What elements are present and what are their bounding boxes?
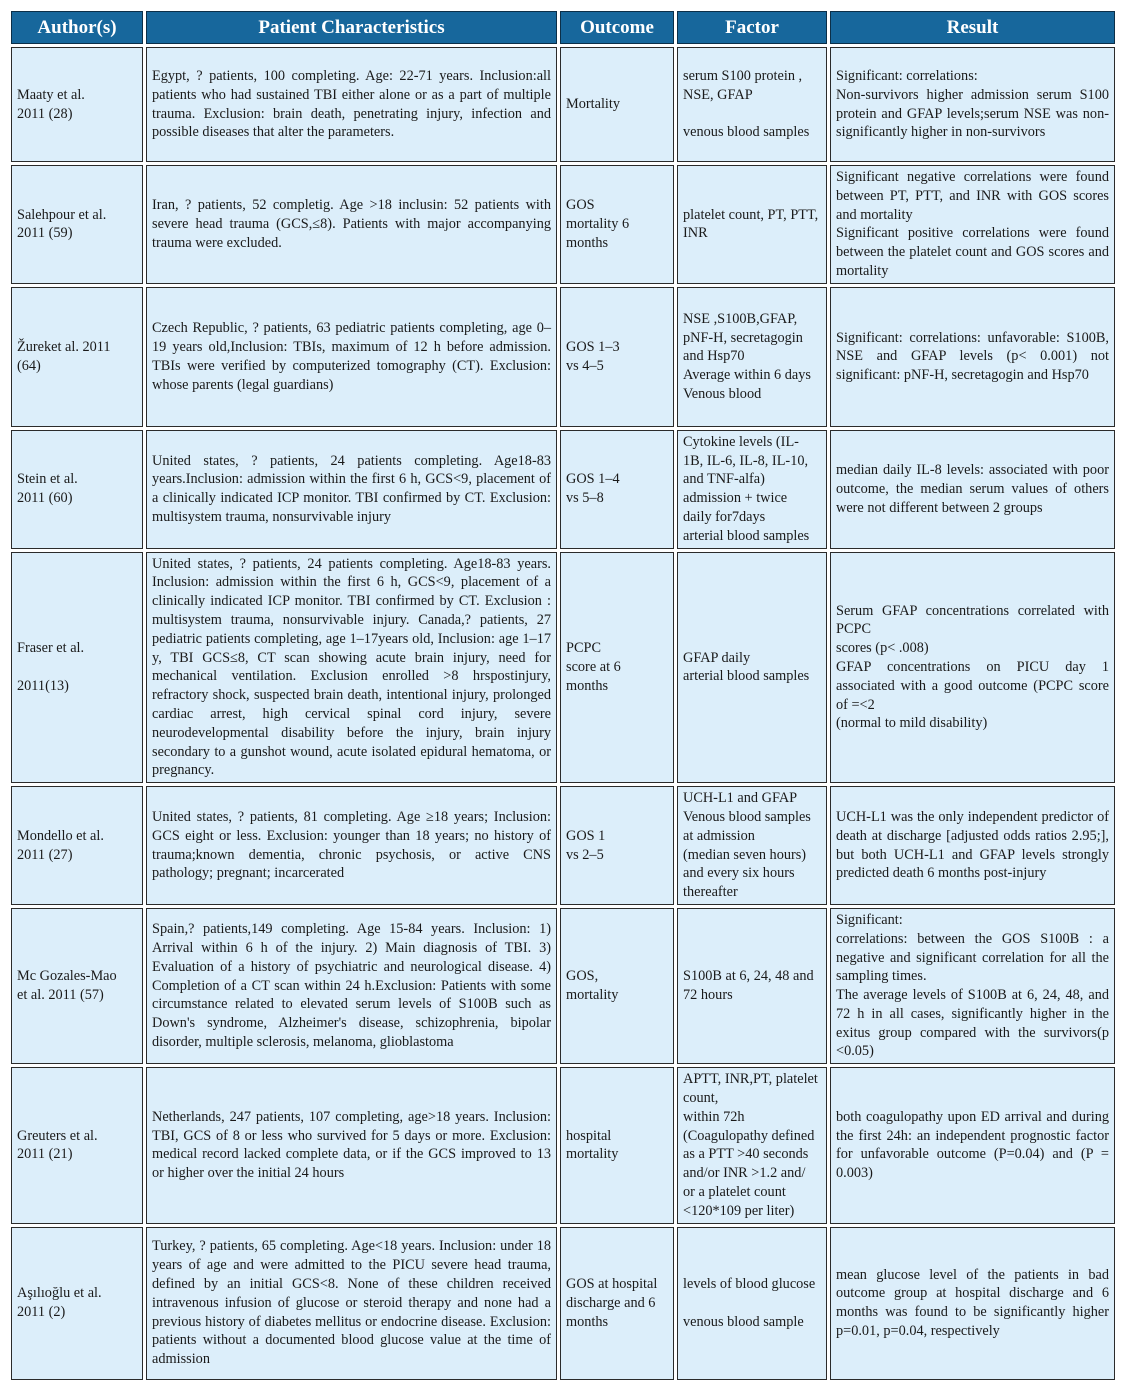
cell-line: and every six hours — [683, 865, 795, 882]
cell-author — [11, 430, 143, 549]
cell-text: Netherlands, 247 patients, 107 completing, age>18 years. Inclusion: TBI, GCS of 8 or less who survived for 5 days or more. Exclusion: medical record lacked complete data, or if the GCS improved to 13 or higher over the initial 24 hours — [152, 1108, 551, 1182]
cell-line: S100B at 6, 24, 48 and 72 hours — [683, 968, 814, 1004]
cell-outcome — [560, 47, 674, 162]
cell-text: Spain,? patients,149 completing. Age 15-84 years. Inclusion: 1) Arrival within 6 h of the injury. 2) Main diagnosis of TBI. 3) Evaluation of a history of psychiatric and neurological disease. 4) Completion of a CT scan within 24 h.Exclusion: Patients with some circumstance related to elevated serum levels of S100B such as Down's syndrome, Alzheimer's disease, schizophrenia, bipolar disorder, multiple sclerosis, melanoma, glioblastoma — [152, 921, 551, 1051]
cell-line: median daily IL-8 levels: associated with poor outcome, the median serum values of others were not different between 2 groups — [836, 461, 1109, 516]
cell-outcome — [560, 786, 674, 905]
cell-result — [830, 552, 1115, 784]
cell-line: months — [566, 1313, 609, 1330]
cell-line: vs 5–8 — [566, 490, 604, 507]
cell-line: mortality 6 — [566, 215, 630, 232]
cell-line: (normal to mild disability) — [836, 715, 988, 732]
cell-line: GOS 1–3 — [566, 338, 620, 355]
table-container — [8, 8, 1118, 1383]
cell-line: and/or INR >1.2 and/ — [683, 1165, 806, 1182]
cell-outcome — [560, 287, 674, 427]
table-row — [11, 430, 1115, 549]
cell-line: discharge and 6 — [566, 1294, 656, 1311]
header-patient-characteristics: Patient Characteristics — [146, 11, 557, 44]
cell-line: Venous blood — [683, 385, 762, 402]
cell-line: admission + twice — [683, 490, 788, 507]
cell-author — [11, 908, 143, 1064]
cell-line: GOS 1 — [566, 827, 606, 844]
cell-line: Average within 6 days — [683, 367, 811, 384]
cell-line: 2011 (2) — [17, 1304, 66, 1321]
cell-result — [830, 287, 1115, 427]
cell-line: platelet count, PT, PTT, INR — [683, 206, 819, 242]
cell-outcome — [560, 165, 674, 284]
cell-line: correlations: between the GOS S100B : a negative and significant correlation for all the sampling times. — [836, 930, 1109, 985]
cell-line: (Coagulopathy defined — [683, 1127, 815, 1144]
cell-line: Significant: correlations: — [836, 67, 978, 84]
cell-line: The average levels of S100B at 6, 24, 48, and 72 h in all cases, significantly higher in the exitus group compared with the survivors(p <0.05) — [836, 987, 1109, 1060]
cell-patient-characteristics — [146, 287, 557, 427]
cell-line: Mc Gozales-Mao — [17, 968, 117, 985]
cell-line: Mortality — [566, 96, 621, 113]
cell-line: (64) — [17, 357, 41, 374]
cell-line: vs 4–5 — [566, 357, 604, 374]
cell-line: GFAP concentrations on PICU day 1 associated with a good outcome (PCPC score of =<2 — [836, 658, 1109, 713]
cell-line: and TNF-alfa) — [683, 471, 765, 488]
cell-line: months — [566, 677, 609, 694]
cell-author — [11, 1227, 143, 1380]
table-row — [11, 47, 1115, 162]
cell-factor — [677, 1227, 827, 1380]
cell-line: months — [566, 234, 609, 251]
cell-line: UCH-L1 was the only independent predictor of death at discharge [adjusted odds ratios 2.95;], but both UCH-L1 and GFAP levels strongly predicted death 6 months post-injury — [836, 808, 1109, 882]
cell-result — [830, 908, 1115, 1064]
cell-line: et al. 2011 (57) — [17, 987, 104, 1004]
cell-factor — [677, 1067, 827, 1223]
cell-author — [11, 47, 143, 162]
cell-outcome — [560, 1067, 674, 1223]
table-row — [11, 1067, 1115, 1223]
cell-line: Greuters et al. — [17, 1127, 98, 1144]
cell-line: (median seven hours) — [683, 846, 807, 863]
cell-line: GOS — [566, 197, 595, 214]
cell-line: GOS at hospital — [566, 1275, 658, 1292]
cell-line: Cytokine levels (IL- — [683, 433, 799, 450]
cell-line: mortality — [566, 987, 619, 1004]
cell-outcome — [560, 552, 674, 784]
cell-line — [17, 658, 137, 677]
cell-line: levels of blood glucose — [683, 1275, 816, 1292]
cell-line: 2011 (27) — [17, 846, 73, 863]
cell-factor — [677, 786, 827, 905]
header-result: Result — [830, 11, 1115, 44]
cell-factor — [677, 287, 827, 427]
cell-line: GOS 1–4 — [566, 471, 620, 488]
table-row — [11, 552, 1115, 784]
cell-patient-characteristics — [146, 786, 557, 905]
cell-patient-characteristics — [146, 1227, 557, 1380]
cell-line: within 72h — [683, 1108, 745, 1125]
cell-line: NSE, GFAP — [683, 86, 753, 103]
cell-text: United states, ? patients, 24 patients completing. Age18-83 years. Inclusion: admission within the first 6 h, GCS<9, placement of a clinically indicated ICP monitor. TBI confirmed by CT. Exclusion : multisystem trauma, nonsurvivable injury. Canada,? patients, 27 pediatric patients completing, age 1–17years old, Inclusion: age 1–17 y, TBI GCS≤8, CT scan showing acute brain injury, need for mechanical ventilation. Exclusion enrolled >8 hrspostinjury, refractory shock, suspected brain death, intentional injury, prolonged cardiac arrest, high cervical spinal cord injury, severe neurodevelopmental disability before the injury, brain injury secondary to a gunshot wound, acute isolated epidural hematoma, or pregnancy. — [152, 555, 551, 779]
cell-line: Stein et al. — [17, 471, 78, 488]
cell-line: Non-survivors higher admission serum S100 protein and GFAP levels;serum NSE was non-significantly higher in non-survivors — [836, 86, 1109, 141]
cell-line: UCH-L1 and GFAP — [683, 790, 798, 807]
cell-author — [11, 165, 143, 284]
cell-line: 1B, IL-6, IL-8, IL-10, — [683, 452, 809, 469]
cell-line: Salehpour et al. — [17, 206, 107, 223]
cell-line: scores (p< .008) — [836, 640, 929, 657]
cell-patient-characteristics — [146, 430, 557, 549]
cell-text: United states, ? patients, 24 patients completing. Age18-83 years.Inclusion: admission within the first 6 h, GCS<9, placement of a clinically indicated ICP monitor. TBI confirmed by CT. Exclusion: multisystem trauma, nonsurvivable injury — [152, 452, 551, 525]
cell-line: both coagulopathy upon ED arrival and during the first 24h: an independent prognostic factor for unfavorable outcome (P=0.04) and (P = 0.003) — [836, 1108, 1109, 1182]
cell-patient-characteristics — [146, 908, 557, 1064]
cell-line: Significant: correlations: unfavorable: S100B, NSE and GFAP levels (p< 0.001) not significant: pNF-H, secretagogin and Hsp70 — [836, 329, 1109, 384]
table-row — [11, 786, 1115, 905]
cell-result — [830, 1067, 1115, 1223]
table-row — [11, 908, 1115, 1064]
cell-factor — [677, 430, 827, 549]
cell-text: Turkey, ? patients, 65 completing. Age<18 years. Inclusion: under 18 years of age and were admitted to the PICU severe head trauma, defined by an initial GCS<8. None of these children received intravenous infusion of glucose or steroid therapy and none had a previous history of diabetes mellitus or endocrine disease. Exclusion: patients without a documented blood glucose value at the time of admission — [152, 1238, 551, 1368]
cell-patient-characteristics — [146, 165, 557, 284]
cell-line: daily for7days — [683, 508, 766, 525]
cell-patient-characteristics — [146, 47, 557, 162]
cell-line: 2011 (21) — [17, 1146, 73, 1163]
header-outcome: Outcome — [560, 11, 674, 44]
cell-author — [11, 1067, 143, 1223]
cell-line: Fraser et al. — [17, 640, 85, 657]
cell-line: and Hsp70 — [683, 348, 745, 365]
cell-line: vs 2–5 — [566, 846, 604, 863]
cell-author — [11, 287, 143, 427]
cell-factor — [677, 165, 827, 284]
cell-line: Maaty et al. — [17, 86, 85, 103]
cell-line: PCPC — [566, 640, 601, 657]
cell-outcome — [560, 1227, 674, 1380]
cell-line: or a platelet count — [683, 1184, 786, 1201]
cell-result — [830, 786, 1115, 905]
cell-line: APTT, INR,PT, platelet — [683, 1071, 818, 1088]
cell-text: Egypt, ? patients, 100 completing. Age: 22-71 years. Inclusion:all patients who had sustained TBI either alone or as a part of multiple trauma. Exclusion: brain death, penetrating injury, infection and possible diseases that alter the parameters. — [152, 67, 551, 141]
cell-line: Serum GFAP concentrations correlated with PCPC — [836, 602, 1109, 638]
cell-line: venous blood samples — [683, 124, 810, 141]
cell-line: arterial blood samples — [683, 668, 810, 685]
cell-line — [683, 1294, 821, 1313]
cell-line: Significant positive correlations were found between the platelet count and GOS scores and mortality — [836, 225, 1109, 279]
cell-result — [830, 430, 1115, 549]
cell-line: hospital — [566, 1127, 612, 1144]
cell-line: pNF-H, secretagogin — [683, 329, 803, 346]
cell-line: at admission — [683, 827, 755, 844]
cell-line: Mondello et al. — [17, 827, 104, 844]
cell-line: Žureket al. 2011 — [17, 338, 111, 355]
table-row — [11, 165, 1115, 284]
cell-line: GFAP daily — [683, 649, 751, 666]
cell-line: serum S100 protein , — [683, 67, 803, 84]
cell-line: 2011 (60) — [17, 490, 73, 507]
cell-line: NSE ,S100B,GFAP, — [683, 310, 798, 327]
cell-line: Significant: — [836, 911, 903, 928]
cell-line: Aşılıoğlu et al. — [17, 1285, 102, 1302]
cell-result — [830, 1227, 1115, 1380]
cell-outcome — [560, 430, 674, 549]
cell-line — [683, 105, 821, 124]
cell-line: count, — [683, 1090, 719, 1107]
cell-text: United states, ? patients, 81 completing. Age ≥18 years; Inclusion: GCS eight or less. Exclusion: younger than 18 years; no history of trauma;known dementia, chronic psychosis, or active CNS pathology; pregnant; incarcerated — [152, 808, 551, 882]
cell-patient-characteristics — [146, 552, 557, 784]
cell-factor — [677, 47, 827, 162]
cell-author — [11, 552, 143, 784]
cell-line: Venous blood samples — [683, 808, 811, 825]
cell-outcome — [560, 908, 674, 1064]
cell-line: score at 6 — [566, 658, 621, 675]
cell-line: venous blood sample — [683, 1313, 804, 1330]
cell-line: Significant negative correlations were found between PT, PTT, and INR with GOS scores and mortality — [836, 169, 1109, 223]
header-row — [11, 11, 1115, 44]
table-row — [11, 287, 1115, 427]
cell-line: 2011 (59) — [17, 225, 73, 242]
table-row — [11, 1227, 1115, 1380]
cell-line: arterial blood samples — [683, 527, 810, 544]
cell-factor — [677, 552, 827, 784]
cell-text: Iran, ? patients, 52 completig. Age >18 inclusin: 52 patients with severe head trauma (GCS,≤8). Patients with major accompanying trauma were excluded. — [152, 197, 551, 251]
cell-line: GOS, — [566, 968, 599, 985]
cell-line: mortality — [566, 1146, 619, 1163]
cell-line: 2011 (28) — [17, 105, 73, 122]
cell-factor — [677, 908, 827, 1064]
cell-text: Czech Republic, ? patients, 63 pediatric patients completing, age 0– 19 years old,Inclusion: TBIs, maximum of 12 h before admission. TBIs were verified by computerized tomography (CT). Exclusion: whose parents (legal guardians) — [152, 320, 551, 393]
cell-line: <120*109 per liter) — [683, 1202, 795, 1219]
cell-line: 2011(13) — [17, 677, 69, 694]
header-author: Author(s) — [11, 11, 143, 44]
cell-line: thereafter — [683, 884, 738, 901]
cell-patient-characteristics — [146, 1067, 557, 1223]
cell-result — [830, 165, 1115, 284]
cell-author — [11, 786, 143, 905]
studies-table — [8, 8, 1118, 1383]
cell-result — [830, 47, 1115, 162]
header-factor: Factor — [677, 11, 827, 44]
cell-line: mean glucose level of the patients in bad outcome group at hospital discharge and 6 months was found to be significantly higher p=0.01, p=0.04, respectively — [836, 1266, 1109, 1339]
cell-line: as a PTT >40 seconds — [683, 1146, 809, 1163]
